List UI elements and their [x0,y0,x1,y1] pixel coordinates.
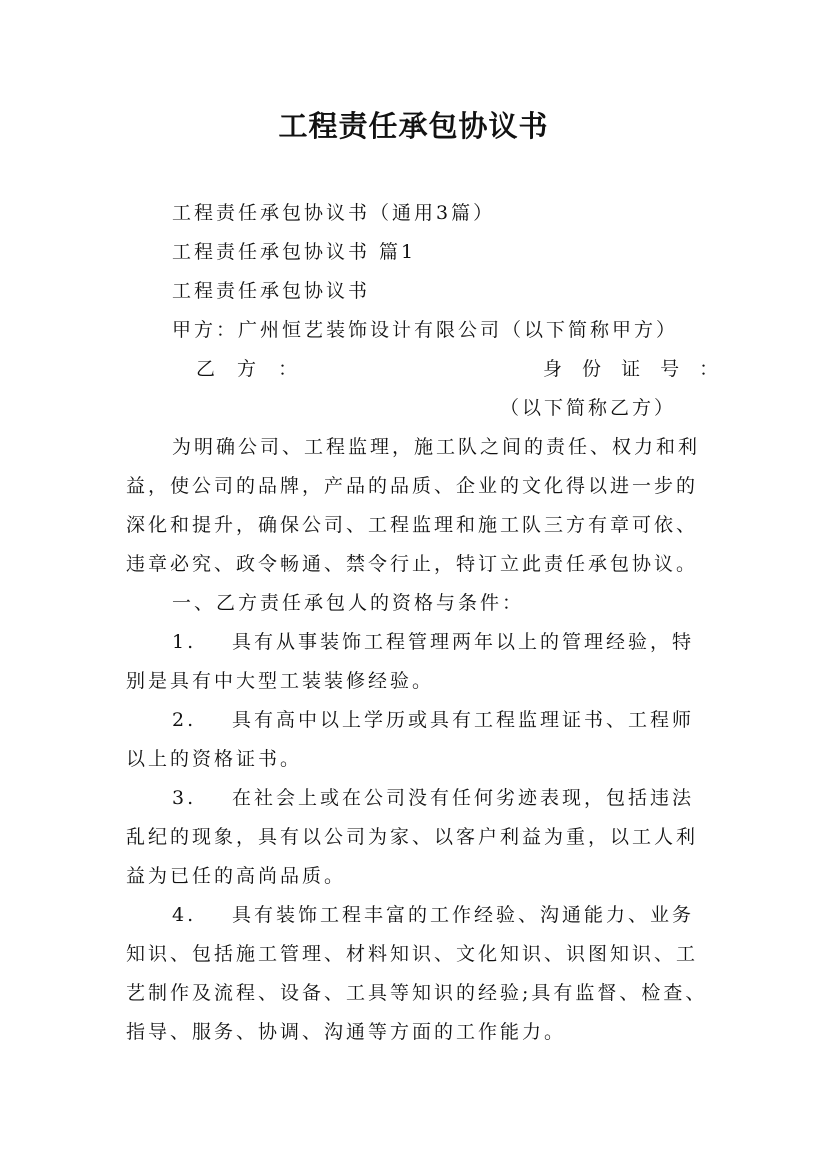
item-4-number: 4. [172,904,197,926]
item-1-text: 具有从事装饰工程管理两年以上的管理经验，特 [232,631,695,653]
item-3-number: 3. [172,787,197,809]
item-3-text: 在社会上或在公司没有任何劣迹表现，包括违法 [232,787,695,809]
intro-line-3: 工程责任承包协议书 [172,280,371,302]
intro-line-1: 工程责任承包协议书（通用3篇） [172,202,496,224]
item-3-line-2: 乱纪的现象，具有以公司为家、以客户利益为重，以工人利 [126,826,699,848]
purpose-line-2: 益，使公司的品牌，产品的品质、企业的文化得以进一步的 [126,475,699,497]
item-3-first-line [172,783,694,810]
purpose-line-1: 为明确公司、工程监理，施工队之间的责任、权力和利 [172,436,701,458]
item-4-line-2: 知识、包括施工管理、材料知识、文化知识、识图知识、工 [126,943,699,965]
item-4-line-4: 指导、服务、协调、沟通等方面的工作能力。 [126,1021,567,1043]
item-1-line-2: 别是具有中大型工装装修经验。 [126,670,435,692]
item-2-number: 2. [172,709,197,731]
item-1-number: 1. [172,631,197,653]
item-4-line-3: 艺制作及流程、设备、工具等知识的经验;具有监督、检查、 [126,982,708,1004]
item-4-text: 具有装饰工程丰富的工作经验、沟通能力、业务 [232,904,695,926]
item-2-line-2: 以上的资格证书。 [126,748,303,770]
party-b-id-label: 身 份 证 号 ： [543,358,726,380]
item-4-first-line [172,900,694,927]
item-2-first-line [172,705,694,732]
purpose-line-3: 深化和提升，确保公司、工程监理和施工队三方有章可依、 [126,514,699,536]
party-b-label: 乙 方 ： [196,358,306,380]
item-3-line-3: 益为已任的高尚品质。 [126,865,347,887]
intro-line-2: 工程责任承包协议书 篇1 [172,241,417,263]
document-title: 工程责任承包协议书 [278,109,549,143]
item-1-first-line [172,627,694,654]
item-2-text: 具有高中以上学历或具有工程监理证书、工程师 [232,709,695,731]
party-b-note: （以下简称乙方） [500,397,677,419]
section-1-heading: 一、乙方责任承包人的资格与条件： [172,592,525,614]
party-a-line: 甲方：广州恒艺装饰设计有限公司（以下简称甲方） [172,319,679,341]
purpose-line-4: 违章必究、政令畅通、禁令行止，特订立此责任承包协议。 [126,553,699,575]
